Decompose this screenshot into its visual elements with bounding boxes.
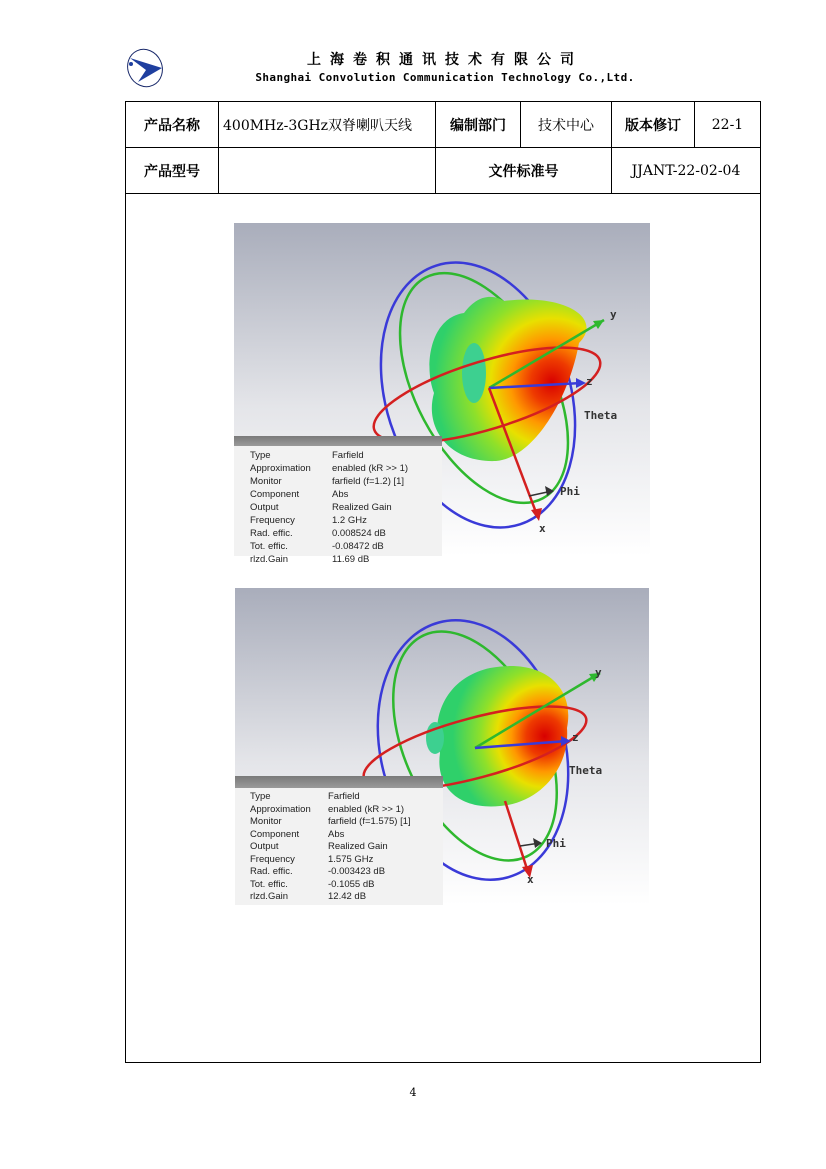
- dept-label: 编制部门: [436, 102, 521, 148]
- prop-row: Tot. effic. -0.1055 dB: [250, 878, 375, 890]
- prop-row: Rad. effic. -0.003423 dB: [250, 866, 386, 877]
- axis-label-x: x: [539, 522, 546, 535]
- prop-row: rlzd.Gain 12.42 dB: [250, 891, 367, 902]
- prop-row: rlzd.Gain 11.69 dB: [250, 554, 370, 565]
- page-number: 4: [409, 1086, 417, 1099]
- prop-row: Type Farfield: [250, 791, 360, 802]
- doc-no-value: JJANT-22-02-04: [612, 148, 761, 194]
- prop-row: Frequency 1.2 GHz: [250, 515, 367, 526]
- company-name-en: Shanghai Convolution Communication Technology Co.,Ltd.: [255, 71, 635, 84]
- prop-row: Frequency 1.575 GHz: [250, 853, 374, 865]
- prop-row: Component Abs: [250, 828, 345, 840]
- prop-row: Component Abs: [250, 489, 349, 500]
- company-name-cn: 上海卷积通讯技术有限公司: [307, 52, 583, 68]
- prop-row: Monitor farfield (f=1.2) [1]: [250, 476, 405, 487]
- axis-label-theta: Theta: [584, 409, 618, 422]
- prop-row: Output Realized Gain: [250, 502, 392, 513]
- revision-value: 22-1: [695, 102, 761, 148]
- farfield-properties-1: [234, 436, 442, 565]
- prop-row: Rad. effic. 0.008524 dB: [250, 528, 386, 539]
- axis-label-z: z: [586, 375, 593, 388]
- axis-label-theta: Theta: [569, 764, 603, 777]
- prop-row: Output Realized Gain: [250, 841, 388, 852]
- farfield-plot-2: [235, 588, 649, 905]
- axis-label-y: y: [610, 308, 617, 321]
- prop-row: Monitor farfield (f=1.575) [1]: [250, 816, 411, 827]
- prop-row: Tot. effic. -0.08472 dB: [250, 541, 384, 552]
- company-header: [210, 50, 680, 86]
- axis-label-phi: Phi: [546, 837, 566, 850]
- farfield-plot-1: [234, 223, 650, 565]
- farfield-properties-2: [235, 776, 443, 905]
- product-name-label: 产品名称: [126, 102, 219, 148]
- product-info-table: [125, 101, 761, 194]
- model-label: 产品型号: [126, 148, 219, 194]
- prop-row: Approximation enabled (kR >> 1): [250, 463, 409, 474]
- prop-row: Type Farfield: [250, 450, 364, 461]
- doc-no-label: 文件标准号: [436, 148, 612, 194]
- properties-header-bar: [235, 776, 443, 788]
- properties-header-bar: [234, 436, 442, 446]
- axis-label-x: x: [527, 873, 534, 886]
- axis-label-y: y: [595, 666, 602, 679]
- axis-label-z: z: [572, 731, 579, 744]
- company-logo: [124, 46, 166, 90]
- axis-label-phi: Phi: [560, 485, 580, 498]
- model-value: [219, 148, 436, 194]
- prop-row: Approximation enabled (kR >> 1): [250, 803, 405, 815]
- revision-label: 版本修订: [612, 102, 695, 148]
- dept-value: 技术中心: [521, 102, 612, 148]
- product-name-value: 400MHz-3GHz双脊喇叭天线: [219, 102, 436, 148]
